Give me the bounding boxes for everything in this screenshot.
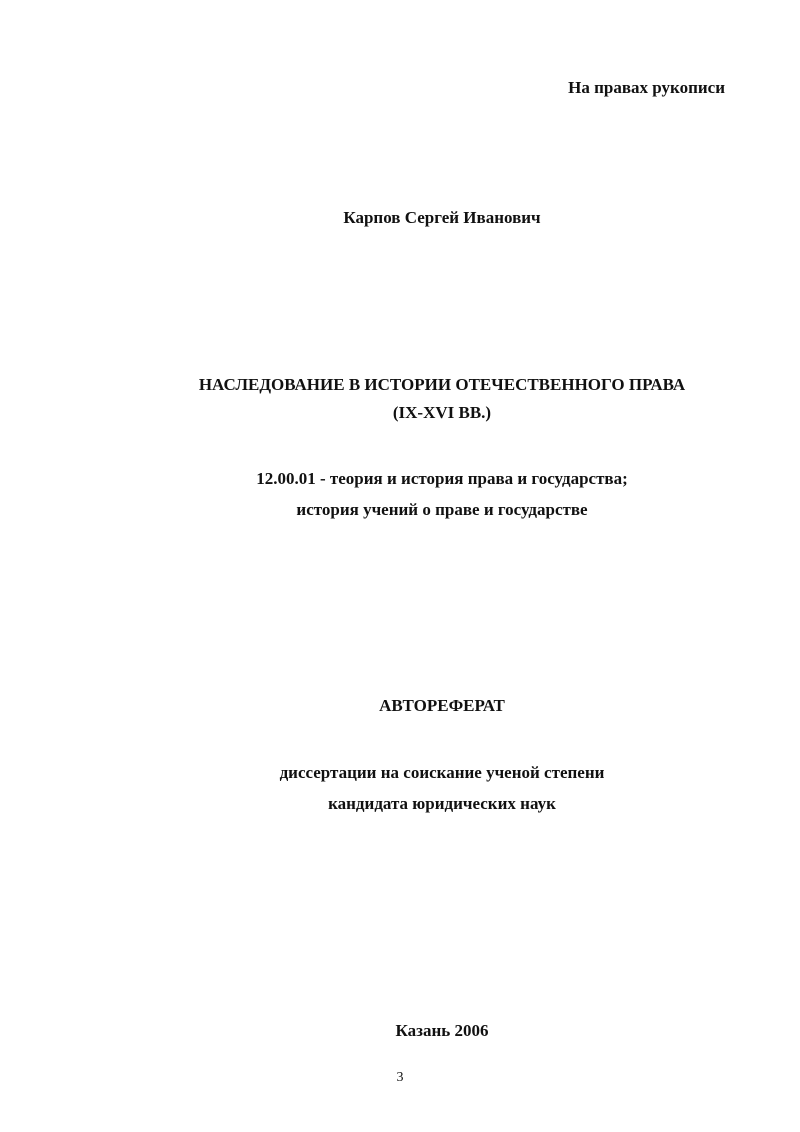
degree-line-1: диссертации на соискание ученой степени: [279, 763, 605, 782]
rights-note: На правах рукописи: [568, 78, 725, 97]
specialty-line-1: 12.00.01 - теория и история права и государства;: [256, 469, 628, 488]
title-line-1: НАСЛЕДОВАНИЕ В ИСТОРИИ ОТЕЧЕСТВЕННОГО ПРАВА: [198, 375, 686, 394]
document-type: АВТОРЕФЕРАТ: [379, 696, 505, 715]
specialty-line-2: история учений о праве и государстве: [296, 500, 588, 519]
author-name: Карпов Сергей Иванович: [343, 208, 541, 227]
degree-line-2: кандидата юридических наук: [328, 794, 556, 813]
title-line-2: (IX-XVI ВВ.): [392, 403, 492, 422]
page-number: 3: [396, 1070, 404, 1085]
place-year: Казань 2006: [395, 1021, 489, 1040]
